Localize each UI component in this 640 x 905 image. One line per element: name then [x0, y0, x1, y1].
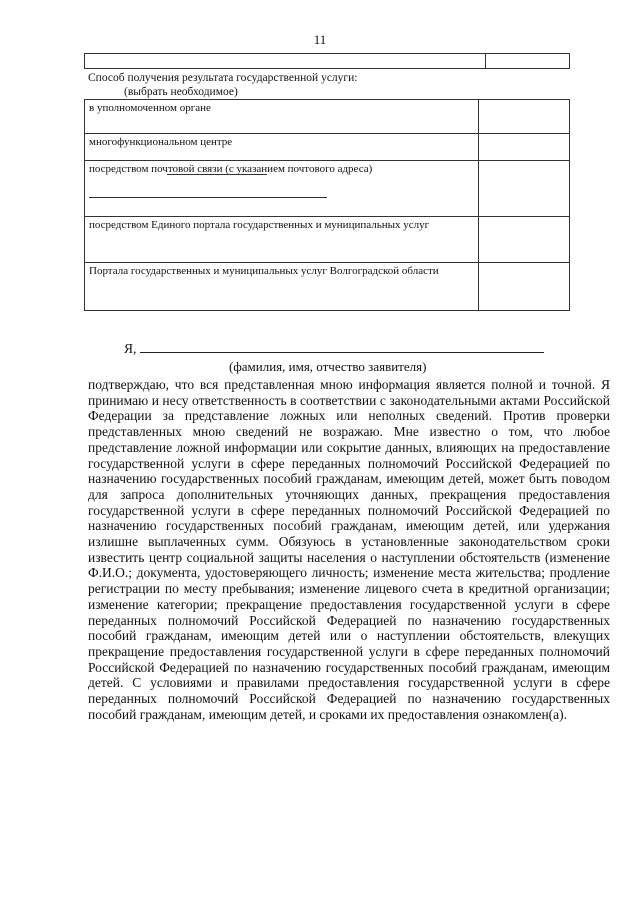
option-row-gosuslugi — [85, 217, 570, 263]
result-method-title: Способ получения результата государственной услуги: — [88, 72, 358, 84]
result-method-table — [84, 99, 570, 311]
option-label: Портала государственных и муниципальных услуг Волгоградской области — [85, 263, 479, 311]
option-row-mfc — [85, 134, 570, 161]
option-row-authority — [85, 100, 570, 134]
option-label: многофункциональном центре — [85, 134, 479, 161]
previous-table-row — [84, 53, 570, 69]
column-divider — [485, 54, 486, 68]
result-method-caption — [88, 71, 358, 99]
option-label: посредством почтовой связи (с указанием почтового адреса) — [85, 161, 479, 217]
blank-line — [167, 164, 267, 175]
option-row-volgograd-portal — [85, 263, 570, 311]
declaration-header — [88, 340, 610, 357]
blank-line — [89, 187, 327, 198]
declaration-prefix: Я, — [124, 341, 137, 356]
option-checkbox-cell[interactable] — [479, 134, 570, 161]
declaration-text: подтверждаю, что вся представленная мною информация является полной и точной. Я принимаю и несу ответственность в соответствии с законодательными актами Российской Федерации за представление ложных или неполных сведений. Против проверки представленных мною сведений не возражаю. Мне известно о том, что любое представление ложной информации или сокрытие данных, влияющих на предоставление государственной услуги в сфере переданных полномочий Российской Федерацией по назначению государственных пособий гражданам, имеющим детей, может быть поводом для запроса дополнительных уточняющих данных, прекращения предоставления государственной услуги в сфере переданных полномочий Российской Федерацией по назначению государственных пособий гражданам, имеющим детей, или удержания излишне выплаченных сумм. Обязуюсь в установленные законодательством сроки известить центр социальной защиты населения о наступлении обстоятельств (изменение Ф.И.О.; документа, удостоверяющего личность; изменение места жительства; продление регистрации по месту пребывания; изменение лицевого счета в кредитной организации; изменение категории; прекращение предоставления государственной услуги в сфере переданных полномочий Российской Федерацией по назначению государственных пособий гражданам, имеющим детей или о наступлении обстоятельств, влекущих прекращение предоставления государственной услуги в сфере переданных полномочий Российской Федерацией по назначению государственных пособий гражданам, имеющим детей. С условиями и правилами предоставления государственной услуги в сфере переданных полномочий Российской Федерацией по назначению государственных пособий гражданам, имеющим детей, и сроками их предоставления ознакомлен(а). — [88, 377, 610, 722]
option-label: посредством Единого портала государственных и муниципальных услуг — [85, 217, 479, 263]
option-label: в уполномоченном органе — [85, 100, 479, 134]
applicant-name-field[interactable] — [140, 340, 544, 353]
option-checkbox-cell[interactable] — [479, 263, 570, 311]
applicant-declaration — [88, 340, 610, 722]
address-blank-2 — [89, 187, 474, 203]
name-field-caption: (фамилия, имя, отчество заявителя) — [229, 359, 427, 374]
page-number: 11 — [313, 32, 327, 47]
option-checkbox-cell[interactable] — [479, 100, 570, 134]
option-row-post — [85, 161, 570, 217]
option-checkbox-cell[interactable] — [479, 217, 570, 263]
result-method-hint: (выбрать необходимое) — [124, 86, 238, 98]
option-checkbox-cell[interactable] — [479, 161, 570, 217]
